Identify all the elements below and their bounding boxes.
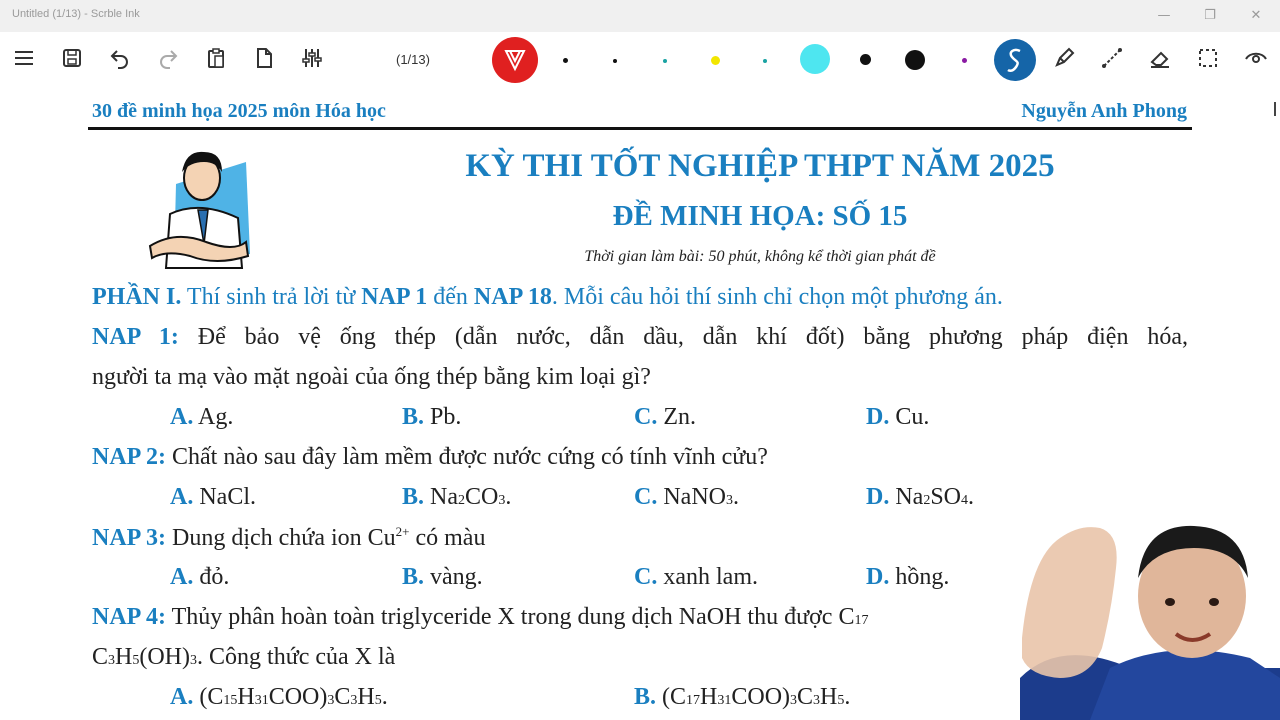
- q3-option-a: A. đỏ.: [170, 564, 230, 590]
- pen-size-dot[interactable]: [613, 59, 617, 63]
- new-page-icon[interactable]: [250, 44, 278, 72]
- question-text: Thủy phân hoàn toàn triglyceride X trong dung dịch NaOH thu được C: [166, 604, 855, 630]
- settings-sliders-icon[interactable]: [298, 44, 326, 72]
- page-indicator: (1/13): [396, 52, 430, 67]
- q2-option-c: C. NaNO3.: [634, 484, 739, 510]
- q1-option-a: A. Ag.: [170, 404, 234, 430]
- question-2: [92, 444, 768, 471]
- q4-option-b: B. (C17H31COO)3C3H5.: [634, 684, 851, 710]
- q2-option-a: A. NaCl.: [170, 484, 257, 510]
- menu-icon[interactable]: [10, 44, 38, 72]
- q4-option-a: A. (C15H31COO)3C3H5.: [170, 684, 388, 710]
- pen-color-dot[interactable]: [962, 58, 967, 63]
- pen-color-dot[interactable]: [800, 44, 830, 74]
- q3-option-b: B. vàng.: [402, 564, 483, 590]
- part1-nap-end: NAP 18: [473, 284, 552, 310]
- redo-icon[interactable]: [154, 44, 182, 72]
- selection-icon[interactable]: [1194, 44, 1222, 72]
- doc-header-right: Nguyễn Anh Phong: [1021, 100, 1187, 122]
- part1-nap-start: NAP 1: [361, 284, 428, 310]
- presenter-video-image: [1020, 518, 1280, 720]
- pen-size-dot[interactable]: [905, 50, 925, 70]
- question-1-line2: người ta mạ vào mặt ngoài của ống thép bằng kim loại gì?: [92, 364, 651, 390]
- line-tool-icon[interactable]: [1098, 44, 1126, 72]
- question-label: NAP 4:: [92, 604, 166, 630]
- part1-text: đến: [427, 284, 474, 310]
- question-3: NAP 3: Dung dịch chứa ion $Cu^{2+}$ có màu: [92, 524, 486, 551]
- undo-icon[interactable]: [106, 44, 134, 72]
- doc-header-left: 30 đề minh họa 2025 môn Hóa học: [92, 100, 386, 122]
- q1-option-c: C. Zn.: [634, 404, 697, 430]
- title-bar: [0, 0, 1280, 32]
- window-title: Untitled (1/13) - Scrble Ink: [12, 8, 140, 20]
- q1-option-d: D. Cu.: [866, 404, 930, 430]
- pen-tip-icon: [492, 37, 538, 83]
- question-text: Dung dịch chứa ion Cu: [166, 525, 396, 551]
- lasso-icon: [994, 39, 1036, 81]
- save-icon[interactable]: [58, 44, 86, 72]
- exam-subtitle: ĐỀ MINH HỌA: SỐ 15: [612, 200, 908, 232]
- pen-color-dot[interactable]: [711, 56, 720, 65]
- q2-option-b: B. Na2CO3.: [402, 484, 512, 510]
- question-text: Chất nào sau đây làm mềm được nước cứng có tính vĩnh cửu?: [166, 444, 768, 470]
- restore-icon[interactable]: ❐: [1204, 8, 1216, 23]
- question-text: Để bảo vệ ống thép (dẫn nước, dẫn dầu, dẫn khí đốt) bằng phương pháp điện hóa,: [178, 324, 1188, 350]
- eraser-icon[interactable]: [1146, 44, 1174, 72]
- pen-color-dot[interactable]: [663, 59, 667, 63]
- q2-option-d: D. Na2SO4.: [866, 484, 975, 510]
- question-4-line2: C3H5(OH)3. Công thức của X là: [92, 644, 396, 670]
- part1-text: Thí sinh trả lời từ: [181, 284, 362, 310]
- exam-title: KỲ THI TỐT NGHIỆP THPT NĂM 2025: [465, 148, 1055, 184]
- time-note: Thời gian làm bài: 50 phút, không kể thời gian phát đề: [584, 248, 936, 265]
- toolbar: [0, 32, 1280, 88]
- q3-option-d: D. hồng.: [866, 564, 950, 590]
- question-label: NAP 2:: [92, 444, 166, 470]
- webcam-overlay: [1020, 518, 1280, 720]
- question-1-line1: [92, 324, 1188, 351]
- pen-size-dot[interactable]: [563, 58, 568, 63]
- part1-text: . Mỗi câu hỏi thí sinh chỉ chọn một phương án.: [551, 284, 1003, 310]
- part1-instruction: [92, 284, 1003, 311]
- close-icon[interactable]: ✕: [1250, 8, 1262, 23]
- scroll-indicator[interactable]: [1274, 102, 1276, 116]
- pen-size-dot[interactable]: [860, 54, 871, 65]
- teacher-cartoon-image: [146, 144, 254, 272]
- pen-tool-button[interactable]: [492, 37, 538, 83]
- paste-icon[interactable]: [202, 44, 230, 72]
- lasso-tool-button[interactable]: [994, 39, 1036, 81]
- header-rule: [88, 127, 1192, 130]
- question-label: NAP 1:: [92, 324, 179, 350]
- pen-color-dot[interactable]: [763, 59, 767, 63]
- q3-option-c: C. xanh lam.: [634, 564, 758, 590]
- question-label: NAP 3:: [92, 525, 166, 551]
- part1-label: PHẦN I.: [92, 284, 182, 310]
- highlighter-icon[interactable]: [1050, 44, 1078, 72]
- question-4-line1: NAP 4: Thủy phân hoàn toàn triglyceride X trong dung dịch NaOH thu được C17: [92, 604, 869, 630]
- q1-option-b: B. Pb.: [402, 404, 462, 430]
- minimize-icon[interactable]: —: [1157, 8, 1171, 23]
- view-icon[interactable]: [1242, 44, 1270, 72]
